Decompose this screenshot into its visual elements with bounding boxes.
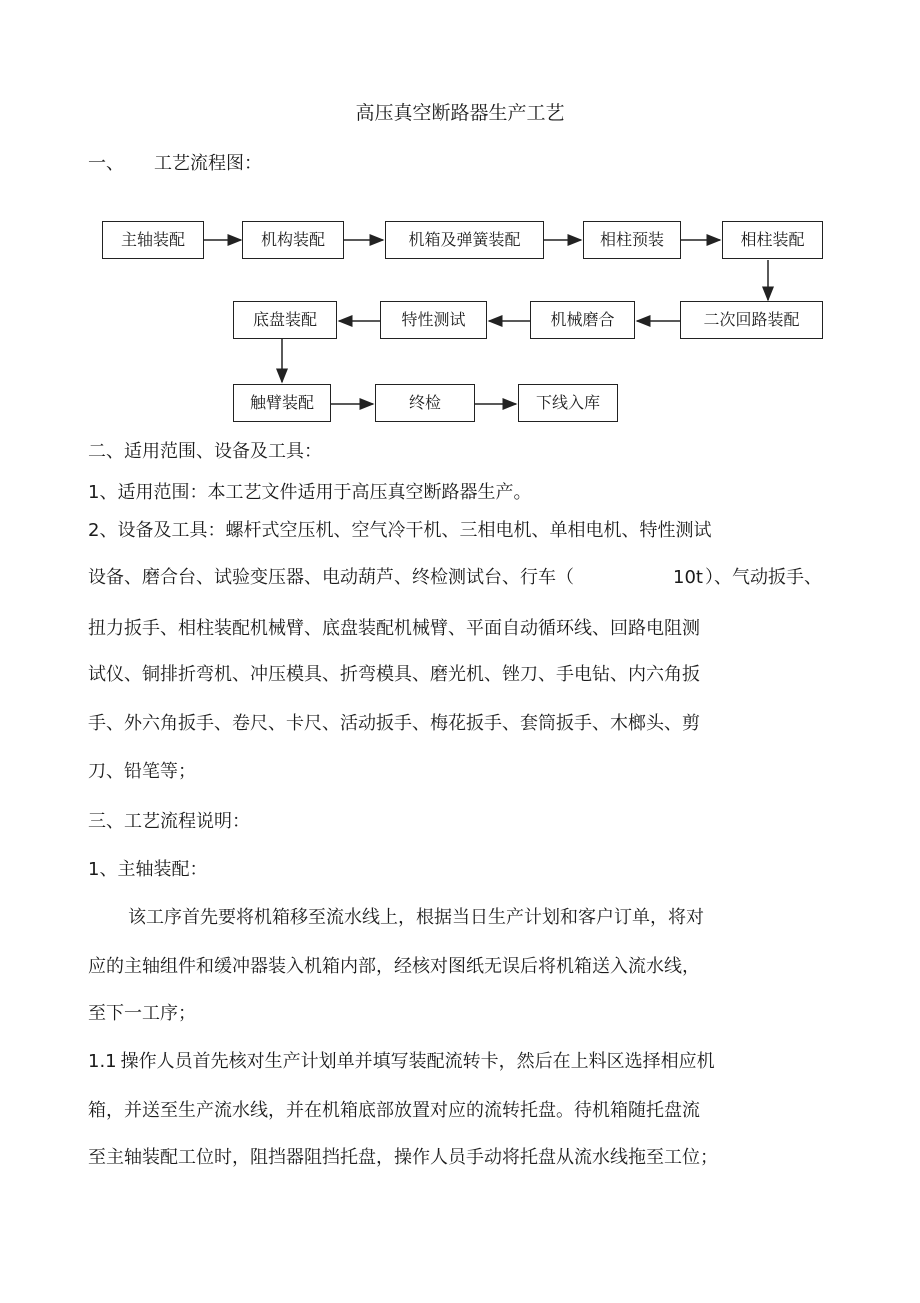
equipment-line-4: 试仪、铜排折弯机、冲压模具、折弯模具、磨光机、锉刀、手电钻、内六角扳 [88, 664, 700, 685]
flow-box-chassis-assembly: 底盘装配 [233, 301, 337, 339]
equipment-text-1: 、设备及工具：螺杆式空压机、空气冷干机、三相电机、单相电机、特性测试 [99, 520, 712, 541]
equipment-line-5: 手、外六角扳手、卷尺、卡尺、活动扳手、梅花扳手、套筒扳手、木榔头、剪 [88, 713, 700, 734]
step-1-1-line-1 [88, 1050, 715, 1074]
flow-box-mechanism-assembly: 机构装配 [242, 221, 344, 259]
step-1-1-line-3: 至主轴装配工位时，阻挡器阻挡托盘，操作人员手动将托盘从流水线拖至工位； [88, 1147, 718, 1168]
equipment-line-6: 刀、铅笔等； [88, 761, 196, 782]
flowchart-arrows [0, 0, 920, 440]
scope-number: 1 [88, 482, 100, 503]
flow-box-characteristic-test: 特性测试 [380, 301, 487, 339]
flow-box-secondary-circuit-assembly: 二次回路装配 [680, 301, 823, 339]
paragraph-1-line-3: 至下一工序； [88, 1003, 196, 1024]
flow-box-spindle-assembly: 主轴装配 [102, 221, 204, 259]
equipment-crane-capacity: 10t [673, 567, 703, 588]
paragraph-1-line-1: 该工序首先要将机箱移至流水线上，根据当日生产计划和客户订单，将对 [128, 907, 704, 928]
section-1-heading [88, 152, 262, 176]
section-1-title: 工艺流程图： [154, 153, 262, 174]
equipment-number: 2 [88, 520, 100, 541]
equipment-line-2c: ）、气动扳手、 [705, 567, 822, 588]
scope-text: 、适用范围：本工艺文件适用于高压真空断路器生产。 [99, 482, 532, 503]
section-3-heading: 三、工艺流程说明： [88, 811, 250, 832]
flow-box-offline-storage: 下线入库 [518, 384, 618, 422]
flow-box-arm-assembly: 触臂装配 [233, 384, 331, 422]
section-2-heading: 二、适用范围、设备及工具： [88, 441, 322, 462]
step-1-1-line-2: 箱，并送至生产流水线，并在机箱底部放置对应的流转托盘。待机箱随托盘流 [88, 1100, 700, 1121]
flow-box-pole-preassembly: 相柱预装 [583, 221, 681, 259]
flow-box-pole-assembly: 相柱装配 [722, 221, 823, 259]
equipment-line-3: 扭力扳手、相柱装配机械臂、底盘装配机械臂、平面自动循环线、回路电阻测 [88, 618, 700, 639]
equipment-line-2a: 设备、磨合台、试验变压器、电动葫芦、终检测试台、行车（ [88, 567, 574, 588]
subsection-1-title: 、主轴装配： [99, 859, 208, 880]
equipment-line-1 [88, 519, 711, 543]
step-1-1-number: 1.1 [88, 1051, 117, 1072]
flow-box-final-inspection: 终检 [375, 384, 475, 422]
flow-box-mechanical-runin: 机械磨合 [530, 301, 635, 339]
step-1-1-text-1: 操作人员首先核对生产计划单并填写装配流转卡，然后在上料区选择相应机 [120, 1051, 715, 1072]
page-title: 高压真空断路器生产工艺 [355, 102, 565, 124]
paragraph-1-line-2: 应的主轴组件和缓冲器装入机箱内部，经核对图纸无误后将机箱送入流水线， [88, 956, 700, 977]
flow-box-cabinet-spring-assembly: 机箱及弹簧装配 [385, 221, 544, 259]
subsection-1-heading [88, 858, 207, 882]
section-1-number: 一、 [88, 153, 124, 174]
scope-line [88, 481, 531, 505]
subsection-1-number: 1 [88, 859, 100, 880]
